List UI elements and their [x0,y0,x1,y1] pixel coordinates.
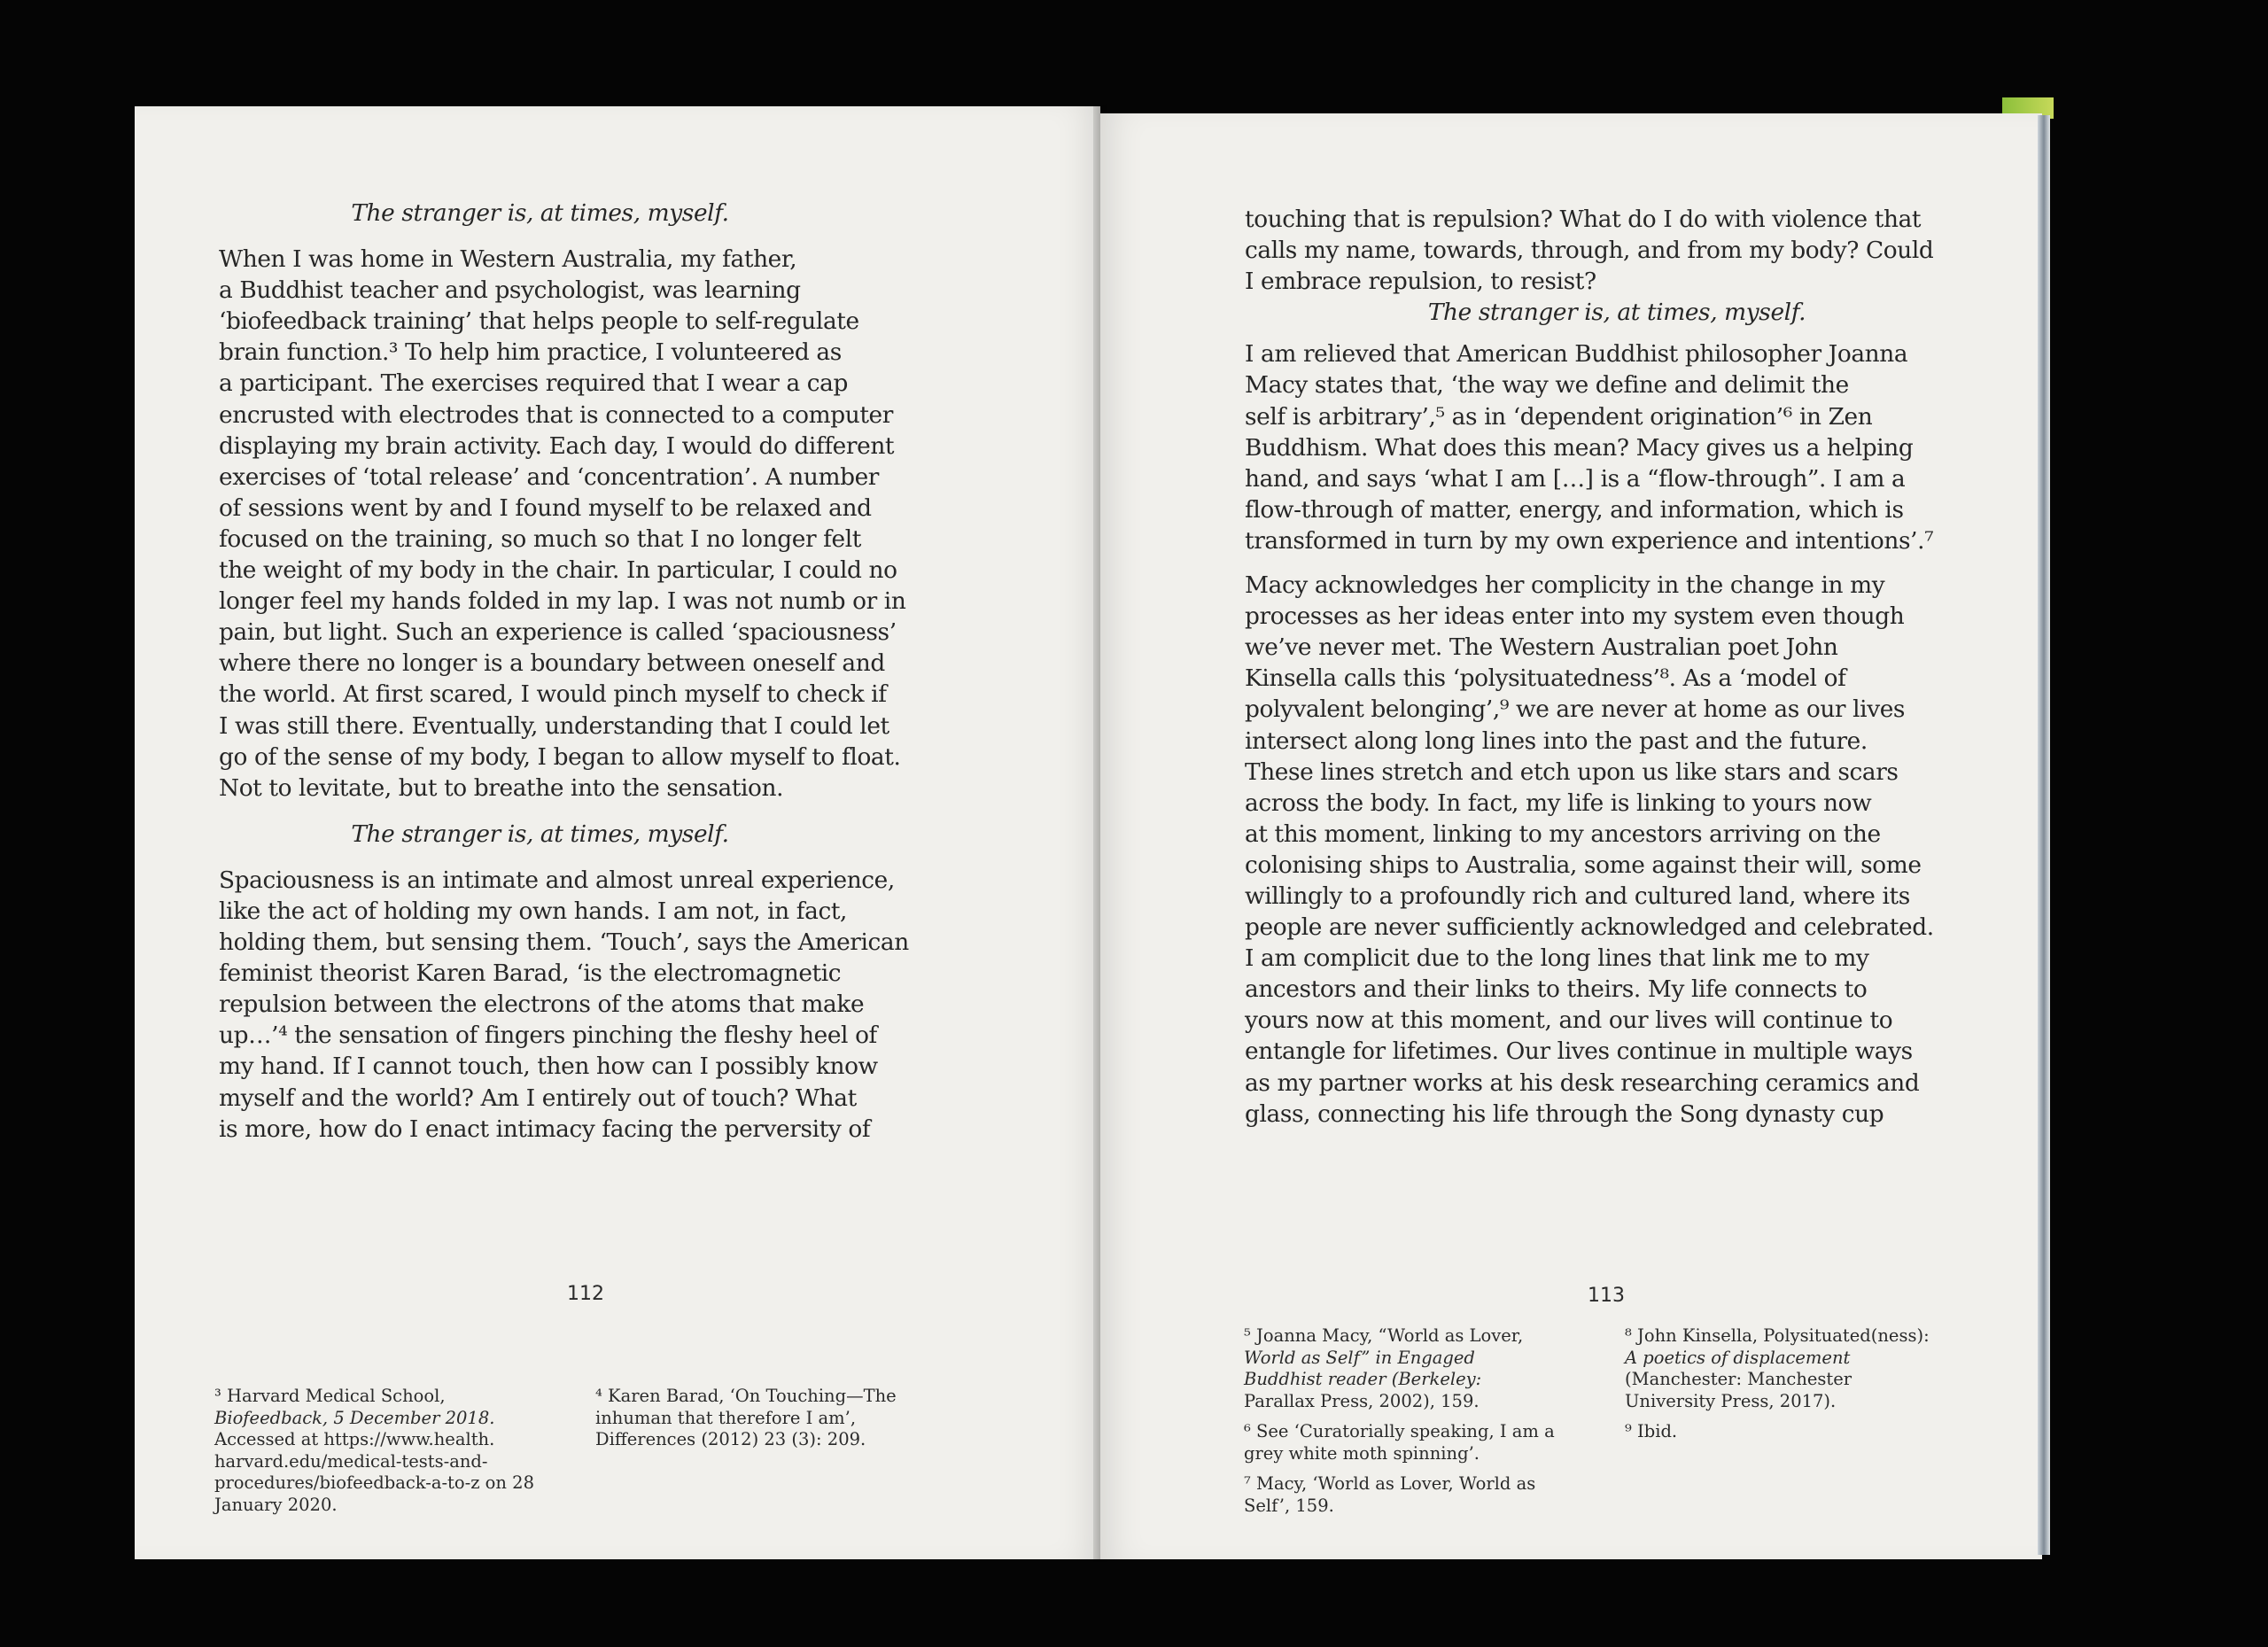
left-heading-2: The stranger is, at times, myself. [351,820,729,848]
text-line: These lines stretch and etch upon us like stars and scars [1245,757,1899,786]
footnote-line: Differences (2012) 23 (3): 209. [595,1429,866,1449]
left-page [135,106,1100,1559]
text-line: like the act of holding my own hands. I am not, in fact, [219,897,848,925]
footnote-line: Self’, 159. [1244,1495,1334,1516]
footnote-line: ⁹ Ibid. [1625,1421,1678,1441]
footnote-line: University Press, 2017). [1625,1390,1837,1411]
text-line: repulsion between the electrons of the atoms that make [219,991,865,1019]
footnote-line: ⁵ Joanna Macy, “World as Lover, [1244,1325,1524,1346]
left-text-block [219,198,1096,1145]
text-line: the world. At first scared, I would pinch myself to check if [219,680,887,709]
text-line: I was still there. Eventually, understanding that I could let [219,711,889,740]
text-line: touching that is repulsion? What do I do with violence that [1245,206,1922,233]
left-page-number: 112 [567,1283,604,1305]
footnote-line: Parallax Press, 2002), 159. [1244,1390,1480,1411]
footnote-5 [1244,1325,1598,1412]
footnote-9 [1625,1421,1997,1443]
footnote-line: Accessed at https://www.health. [214,1429,495,1449]
footnote-line: ³ Harvard Medical School, [214,1386,446,1406]
right-text-block [1245,204,2024,1130]
right-paragraph-1 [1245,204,2024,297]
text-line: holding them, but sensing them. ‘Touch’, says the American [219,928,909,957]
footnote-line: Buddhist reader (Berkeley: [1244,1369,1482,1389]
text-line: focused on the training, so much so that I no longer felt [219,524,861,553]
right-paragraph-3 [1245,570,2024,1130]
text-line: encrusted with electrodes that is connected to a computer [219,400,893,429]
text-line: Macy acknowledges her complicity in the change in my [1245,571,1885,600]
footnote-line: World as Self” in Engaged [1244,1347,1475,1368]
text-line: go of the sense of my body, I began to allow myself to float. [219,742,901,771]
text-line: myself and the world? Am I entirely out of touch? What [219,1084,857,1112]
left-paragraph-2 [219,865,1096,1145]
footnote-line: A poetics of displacement [1625,1347,1851,1368]
footnote-line: ⁶ See ‘Curatorially speaking, I am a [1244,1421,1555,1441]
text-line: a Buddhist teacher and psychologist, was learning [219,276,801,305]
text-line: where there no longer is a boundary between oneself and [219,649,885,678]
text-line: as my partner works at his desk researching ceramics and [1245,1068,1920,1097]
text-line: a participant. The exercises required that I wear a cap [219,369,848,398]
text-line: I am complicit due to the long lines that link me to my [1245,944,1869,973]
footnote-line: ⁷ Macy, ‘World as Lover, World as [1244,1473,1536,1494]
text-line: self is arbitrary’,⁵ as in ‘dependent origination’⁶ in Zen [1245,402,1873,431]
text-line: across the body. In fact, my life is linking to yours now [1245,789,1872,817]
left-heading-1: The stranger is, at times, myself. [351,199,729,227]
footnote-3 [214,1386,578,1516]
text-line: longer feel my hands folded in my lap. I was not numb or in [219,587,906,616]
footnote-7 [1244,1473,1598,1517]
footnote-line: (Manchester: Manchester [1625,1369,1852,1389]
footnote-line: ⁴ Karen Barad, ‘On Touching—The [595,1386,897,1406]
footnote-line: January 2020. [214,1494,338,1515]
footnotes-col-2 [1625,1325,1997,1443]
left-paragraph-1 [219,244,1096,804]
footnote-4 [595,1386,967,1451]
text-line: flow-through of matter, energy, and information, which is [1245,495,1904,524]
footnotes-col-1 [1244,1325,1598,1517]
text-line: Spaciousness is an intimate and almost unreal experience, [219,866,895,894]
text-line: colonising ships to Australia, some against their will, some [1245,851,1922,879]
text-line: polyvalent belonging’,⁹ we are never at home as our lives [1245,695,1906,724]
text-line: at this moment, linking to my ancestors arriving on the [1245,820,1881,848]
text-line: pain, but light. Such an experience is called ‘spaciousness’ [219,618,897,647]
text-line: intersect along long lines into the past and the future. [1245,726,1868,755]
text-line: processes as her ideas enter into my system even though [1245,602,1905,631]
page-stack-edge [2038,115,2050,1555]
text-line: entangle for lifetimes. Our lives continue in multiple ways [1245,1037,1913,1066]
text-line: transformed in turn by my own experience and intentions’.⁷ [1245,526,1934,555]
text-line: my hand. If I cannot touch, then how can I possibly know [219,1053,878,1081]
footnote-line: procedures/biofeedback-a-to-z on 28 [214,1472,534,1493]
text-line: is more, how do I enact intimacy facing the perversity of [219,1115,871,1143]
text-line: Buddhism. What does this mean? Macy gives us a helping [1245,433,1914,462]
text-line: I embrace repulsion, to resist? [1245,268,1596,296]
text-line: brain function.³ To help him practice, I volunteered as [219,338,842,367]
text-line: ancestors and their links to theirs. My life connects to [1245,975,1868,1004]
text-line: feminist theorist Karen Barad, ‘is the electromagnetic [219,959,842,988]
footnote-line: grey white moth spinning’. [1244,1442,1480,1464]
right-page-number: 113 [1588,1285,1625,1307]
footnote-6 [1244,1421,1598,1464]
text-line: glass, connecting his life through the Song dynasty cup [1245,1099,1884,1128]
right-paragraph-2 [1245,338,2024,556]
text-line: the weight of my body in the chair. In particular, I could no [219,556,897,585]
text-line: calls my name, towards, through, and from my body? Could [1245,237,1934,265]
right-heading-1: The stranger is, at times, myself. [1427,299,1806,327]
text-line: hand, and says ‘what I am […] is a “flow-through”. I am a [1245,464,1906,493]
footnote-8 [1625,1325,1997,1412]
text-line: Not to levitate, but to breathe into the sensation. [219,773,784,802]
footnote-line: harvard.edu/medical-tests-and- [214,1450,488,1472]
footnote-line: Biofeedback, 5 December 2018. [214,1407,495,1428]
footnote-line: inhuman that therefore I am’, [595,1407,857,1428]
right-page [1100,113,2042,1559]
text-line: of sessions went by and I found myself to be relaxed and [219,493,872,522]
text-line: ‘biofeedback training’ that helps people to self-regulate [219,307,859,336]
text-line: Macy states that, ‘the way we define and delimit the [1245,371,1849,400]
text-line: displaying my brain activity. Each day, I would do different [219,431,895,460]
footnote-line: ⁸ John Kinsella, Polysituated(ness): [1625,1325,1930,1346]
text-line: I am relieved that American Buddhist philosopher Joanna [1245,340,1908,369]
text-line: willingly to a profoundly rich and cultured land, where its [1245,882,1910,910]
text-line: up…’⁴ the sensation of fingers pinching the fleshy heel of [219,1022,877,1050]
text-line: exercises of ‘total release’ and ‘concentration’. A number [219,462,880,491]
text-line: yours now at this moment, and our lives will continue to [1245,1006,1893,1035]
text-line: people are never sufficiently acknowledged and celebrated. [1245,913,1934,942]
text-line: When I was home in Western Australia, my father, [219,245,797,274]
text-line: Kinsella calls this ‘polysituatedness’⁸. As a ‘model of [1245,664,1846,693]
text-line: we’ve never met. The Western Australian poet John [1245,633,1838,662]
